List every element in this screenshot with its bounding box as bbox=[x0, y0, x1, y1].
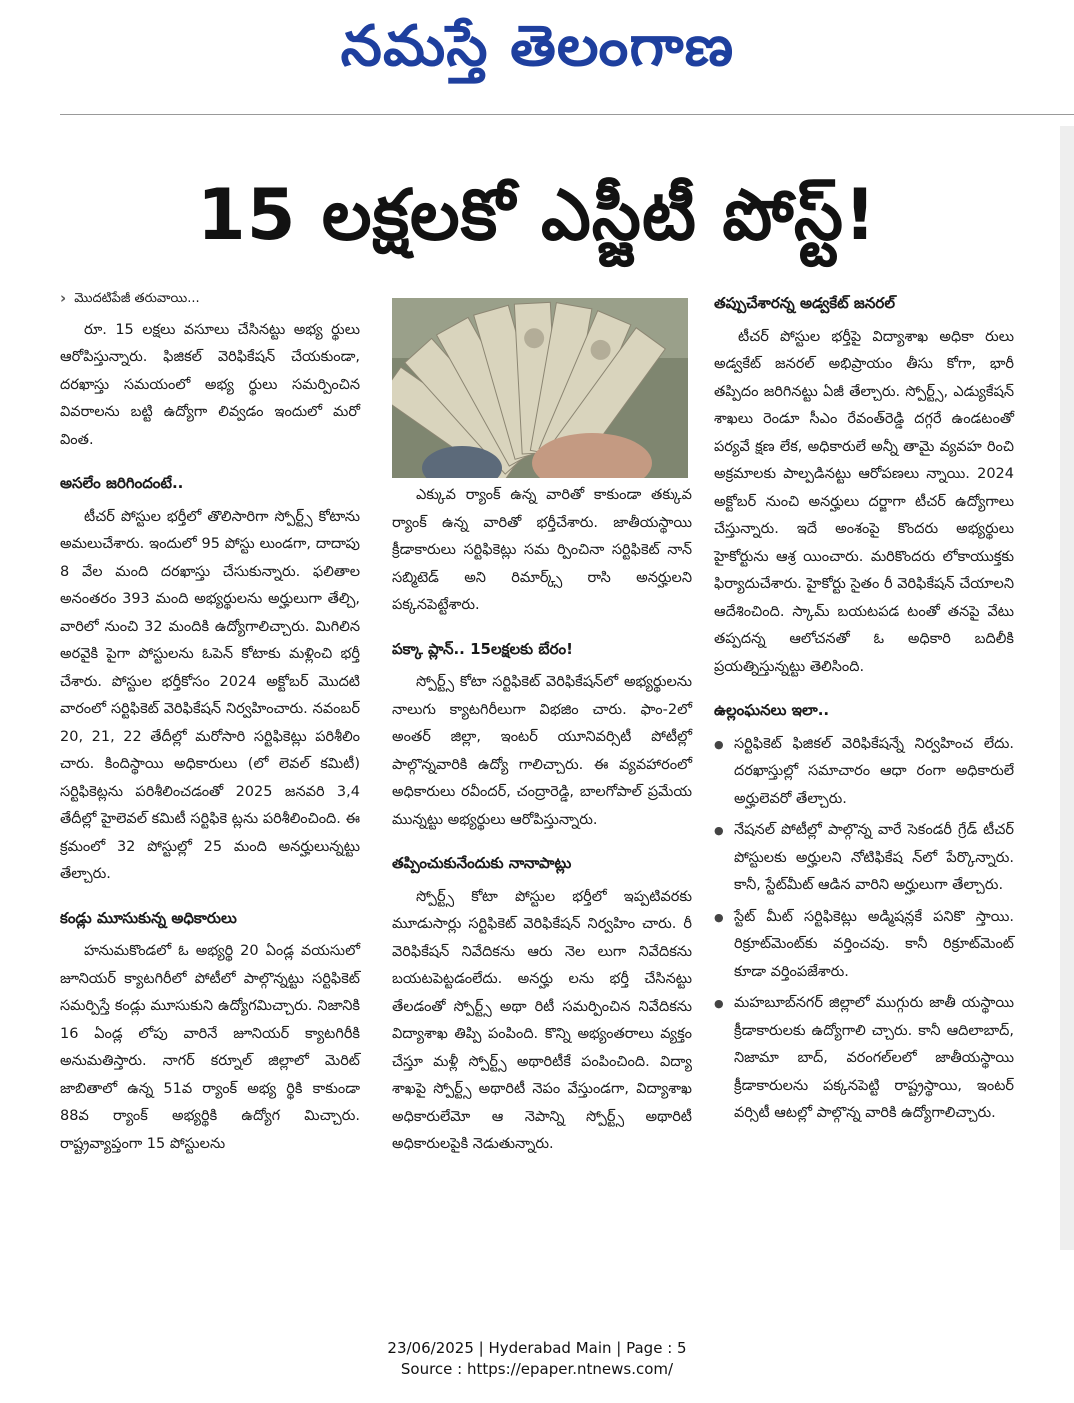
section-heading: కండ్లు మూసుకున్న అధికారులు bbox=[60, 908, 237, 927]
masthead-divider bbox=[60, 114, 1074, 115]
article-column-1 bbox=[60, 285, 360, 1158]
section-heading: ఉల్లంఘనలు ఇలా.. bbox=[714, 701, 830, 719]
violations-list bbox=[714, 731, 1014, 1128]
body-paragraph: టీచర్ పోస్టుల భర్తీలో తొలిసారిగా స్పోర్ట్స్ కోటాను అమలుచేశారు. ఇందులో 95 పోస్టు లుండగా, దాదాపు 8 వేల మంది దరఖాస్తు చేసుకున్నారు. ఫలితాల అనంతరం 393 మంది అభ్యర్థులను అర్హులుగా తేల్చి, వారిలో నుంచి 32 మందికి ఉద్యోగాలిచ్చారు. మిగిలిన అరవైకి పైగా పోస్టులను ఓపెన్ కోటాకు మళ్లించి భర్తీ చేశారు. పోస్టుల భర్తీకోసం 2024 అక్టోబర్ మొదటి వారంలో సర్టిఫికెట్ వెరిఫికేషన్ నిర్వహించారు. నవంబర్ 20, 21, 22 తేదీల్లో మరోసారి సర్టిఫికెట్లు పరిశీలిం చారు. కిందిస్థాయి అధికారులు (లో లెవల్ కమిటీ) సర్టిఫికెట్లను పరిశీలించడంతో 2025 జనవరి 3,4 తేదీల్లో హైలెవల్ కమిటీ సర్టిఫికె ట్లను పరిశీలించింది. ఈ క్రమంలో 32 పోస్టుల్లో 25 మంది అనర్హులున్నట్టు తేల్చారు. bbox=[60, 508, 360, 882]
continued-label-row bbox=[60, 285, 360, 313]
chevron-right-icon: › bbox=[60, 289, 67, 307]
body-paragraph: టీచర్ పోస్టుల భర్తీపై విద్యాశాఖ అధికా రులు అడ్వకేట్ జనరల్ అభిప్రాయం తీసు కోగా, భారీ తప్పిదం జరిగినట్టు ఏజీ తేల్చారు. స్పోర్ట్స్, ఎడ్యుకేషన్ శాఖలు రెండూ సీఎం రేవంత్‌రెడ్డి దగ్గరే ఉండటంతో పర్యవే క్షణ లేక, అధికారులే అన్నీ తామై వ్యవహ రించి అక్రమాలకు పాల్పడినట్టు ఆరోపణలు న్నాయి. 2024 అక్టోబర్ నుంచి అనర్హులు దర్జాగా టీచర్ ఉద్యోగాలు చేస్తున్నారు. ఇదే అంశంపై కొందరు అభ్యర్థులు హైకోర్టును ఆశ్ర యించారు. మరికొందరు లోకాయుక్తకు ఫిర్యాదుచేశారు. హైకోర్టు సైతం రీ వెరిఫికేషన్ చేయాలని ఆదేశించింది. స్కామ్ బయటపడ టంతో తనపై వేటు తప్పదన్న ఆలోచనతో ఓ అధికారి బదిలీకి ప్రయత్నిస్తున్నట్టు తెలిసింది. bbox=[714, 328, 1014, 675]
body-paragraph: స్పోర్ట్స్ కోటా పోస్టుల భర్తీలో ఇప్పటివరకు మూడుసార్లు సర్టిఫికెట్ వెరిఫికేషన్ నిర్వహిం చారు. రీ వెరిఫికేషన్ నివేదికను ఆరు నెల లుగా నివేదికను బయటపెట్టడంలేదు. అనర్హు లను భర్తీ చేసినట్టు తేలడంతో స్పోర్ట్స్ అథా రిటీ సమర్పించిన నివేదికను విద్యాశాఖ తిప్పి పంపింది. కొన్ని అభ్యంతరాలు వ్యక్తం చేస్తూ మళ్లీ స్పోర్ట్స్ అథారిటీకే పంపించింది. విద్యా శాఖపై స్పోర్ట్స్ అథారిటీ నెపం వేస్తుండగా, విద్యాశాఖ అధికారులేమో ఆ నెపాన్ని స్పోర్ట్స్ అథారిటీ అధికారులపైకి నెడుతున్నారు. bbox=[392, 888, 692, 1152]
currency-fan-illustration bbox=[392, 298, 688, 478]
article-headline: 15 లక్షలకో ఎస్జీటీ పోస్ట్! bbox=[197, 174, 877, 256]
list-item: ● స్టేట్ మీట్ సర్టిఫికెట్లు అడ్మిషన్లకే పనికొ స్తాయి. రిక్రూట్‌మెంట్‌కు వర్తించవు. కానీ రిక్రూట్‌మెంట్ కూడా వర్తింపజేశారు. bbox=[714, 904, 1014, 987]
masthead bbox=[0, 0, 1074, 92]
page-footer bbox=[0, 1338, 1074, 1380]
list-item: ● నేషనల్ పోటీల్లో పాల్గొన్న వారే సెకండరీ గ్రేడ్ టీచర్ పోస్టులకు అర్హులని నోటిఫికేష న్‌లో పేర్కొన్నారు. కానీ, స్టేట్‌మీట్ ఆడిన వారిని అర్హులుగా తేల్చారు. bbox=[714, 817, 1014, 900]
currency-notes-photo bbox=[392, 298, 688, 478]
section-heading: అసలేం జరిగిందంటే.. bbox=[60, 474, 184, 492]
body-paragraph: హనుమకొండలో ఓ అభ్యర్థి 20 ఏండ్ల వయసులో జూనియర్ క్యాటగిరీలో పోటీలో పాల్గొన్నట్టు సర్టిఫికెట్ సమర్పిస్తే కండ్లు మూసుకుని ఉద్యోగమిచ్చారు. నిజానికి 16 ఏండ్ల లోపు వారినే జూనియర్ క్యాటగిరీకి అనుమతిస్తారు. నాగర్ కర్నూల్ జిల్లాలో మెరిట్ జాబితాలో ఉన్న 51వ ర్యాంక్ అభ్య ర్థికి కాకుండా 88వ ర్యాంక్ అభ్యర్థికి ఉద్యోగ మిచ్చారు. రాష్ట్రవ్యాప్తంగా 15 పోస్టులను bbox=[60, 943, 360, 1152]
section-heading: తప్పించుకునేందుకు నానాపాట్లు bbox=[392, 854, 572, 872]
page-edge-shade bbox=[1060, 126, 1074, 1250]
section-heading: తప్పుచేశారన్న అడ్వకేట్ జనరల్ bbox=[714, 294, 895, 312]
list-item: ● మహబూబ్‌నగర్ జిల్లాలో ముగ్గురు జాతీ యస్థాయి క్రీడాకారులకు ఉద్యోగాలి చ్చారు. కానీ ఆదిలాబాద్, నిజామా బాద్, వరంగల్‌లలో జాతీయస్థాయి క్రీడాకారులను పక్కనపెట్టి రాష్ట్రస్థాయి, ఇంటర్ వర్సిటీ ఆటల్లో పాల్గొన్న వారికి ఉద్యోగాలిచ్చారు. bbox=[714, 990, 1014, 1128]
intro-paragraph: రూ. 15 లక్షలు వసూలు చేసినట్టు అభ్య ర్థులు ఆరోపిస్తున్నారు. ఫిజికల్ వెరిఫికేషన్ చేయకుండా, దరఖాస్తు సమయంలో అభ్య ర్థులు సమర్పించిన వివరాలను బట్టి ఉద్యోగా లివ్వడం ఇందులో మరో వింత. bbox=[60, 321, 360, 448]
body-paragraph: స్పోర్ట్స్ కోటా సర్టిఫికెట్ వెరిఫికేషన్‌లో అభ్యర్థులను నాలుగు క్యాటగిరీలుగా విభజిం చారు. ఫాం-2లో అంతర్ జిల్లా, ఇంటర్ యూనివర్సిటీ పోటీల్లో పాల్గొన్నవారికి ఉద్యో గాలిచ్చారు. ఈ వ్యవహారంలో అధికారులు రవీందర్, చంద్రారెడ్డి, బాలగోపాల్ ప్రమేయ మున్నట్టు అభ్యర్థులు ఆరోపిస్తున్నారు. bbox=[392, 674, 692, 828]
continued-label: మొదటిపేజీ తరువాయి... bbox=[74, 291, 200, 306]
list-item: ● సర్టిఫికెట్ ఫిజికల్ వెరిఫికేషన్నే నిర్వహించ లేదు. దరఖాస్తుల్లో సమాచారం ఆధా రంగా అధికారులే అర్హులెవరో తేల్చారు. bbox=[714, 731, 1014, 814]
article-column-3 bbox=[714, 290, 1014, 1132]
section-heading: పక్కా ప్లాన్.. 15లక్షలకు బేరం! bbox=[392, 639, 573, 658]
article-column-2 bbox=[392, 482, 692, 1159]
edition-info: 23/06/2025 | Hyderabad Main | Page : 5 bbox=[387, 1339, 687, 1357]
newspaper-logo: నమస్తే తెలంగాణ bbox=[340, 13, 734, 79]
body-paragraph: ఎక్కువ ర్యాంక్ ఉన్న వారితో కాకుండా తక్కువ ర్యాంక్ ఉన్న వారితో భర్తీచేశారు. జాతీయస్థాయి క్రీడాకారులు సర్టిఫికెట్లు సమ ర్పించినా సర్టిఫికెట్ నాన్ సబ్మిటెడ్ అని రిమార్క్స్ రాసి అనర్హులని పక్కనపెట్టేశారు. bbox=[392, 487, 692, 613]
source-link[interactable]: Source : https://epaper.ntnews.com/ bbox=[400, 1360, 674, 1378]
